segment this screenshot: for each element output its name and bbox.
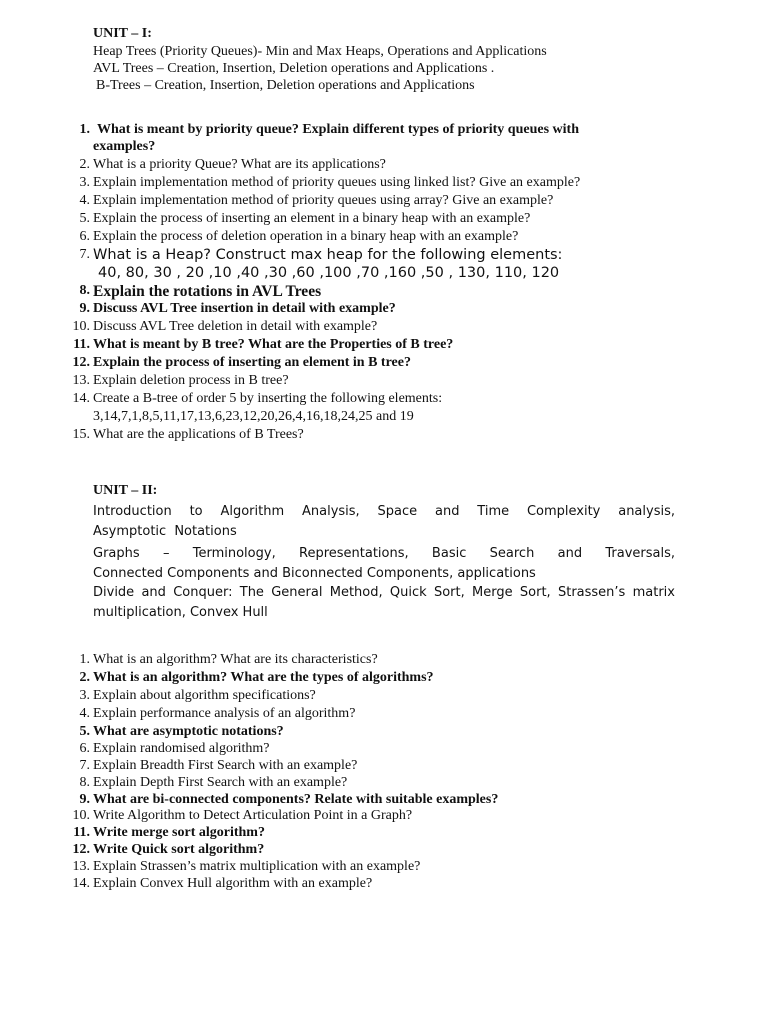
unit2-topic-convex: multiplication, Convex Hull <box>93 605 268 620</box>
item-text: Explain the process of inserting an element in B tree? <box>93 355 411 370</box>
item-number: 14. <box>72 876 90 891</box>
item-number: 6. <box>79 741 90 756</box>
item-number: 4. <box>79 706 90 721</box>
item-text: Explain randomised algorithm? <box>93 741 270 756</box>
item-text: What is a priority Queue? What are its applications? <box>93 157 386 172</box>
item-text: Explain deletion process in B tree? <box>93 373 289 388</box>
item-text: Explain the rotations in AVL Trees <box>93 283 322 300</box>
item-text: Explain performance analysis of an algorithm? <box>93 706 356 721</box>
item-number: 2. <box>79 670 90 685</box>
item-number: 13. <box>72 373 90 388</box>
item-number: 1. <box>79 122 90 137</box>
item-number: 5. <box>79 724 90 739</box>
item-number: 7. <box>79 247 90 262</box>
item-number: 8. <box>79 283 90 298</box>
item-number: 10. <box>72 319 90 334</box>
item-text: What are asymptotic notations? <box>93 724 284 739</box>
unit1-topic-btree: B-Trees – Creation, Insertion, Deletion operations and Applications <box>96 78 475 93</box>
item-text: Write merge sort algorithm? <box>93 825 265 840</box>
item-text: What are bi-connected components? Relate with suitable examples? <box>93 792 499 807</box>
unit1-topic-heap: Heap Trees (Priority Queues)- Min and Max Heaps, Operations and Applications <box>93 44 547 59</box>
item-number: 11. <box>73 337 90 352</box>
item-number: 8. <box>79 775 90 790</box>
item-number: 3. <box>79 688 90 703</box>
unit2-topic-divide: Divide and Conquer: The General Method, Quick Sort, Merge Sort, Strassen’s matrix <box>93 585 675 600</box>
heap-elements: 40, 80, 30 , 20 ,10 ,40 ,30 ,60 ,100 ,70 ,160 ,50 , 130, 110, 120 <box>98 265 560 281</box>
item-text: Discuss AVL Tree insertion in detail with example? <box>93 301 396 316</box>
item-number: 13. <box>72 859 90 874</box>
item-text: What are the applications of B Trees? <box>93 427 304 442</box>
item-number: 9. <box>79 792 90 807</box>
item-number: 10. <box>72 808 90 823</box>
unit2-topic-graphs: Graphs – Terminology, Representations, Basic Search and Traversals, <box>93 546 675 561</box>
item-text: What is a Heap? Construct max heap for the following elements: <box>93 247 563 263</box>
item-number: 6. <box>79 229 90 244</box>
item-text: What is meant by B tree? What are the Properties of B tree? <box>93 337 454 352</box>
item-text: Write Algorithm to Detect Articulation Point in a Graph? <box>93 808 413 823</box>
item-text: Explain Breadth First Search with an example? <box>93 758 358 773</box>
item-number: 15. <box>72 427 90 442</box>
item-number: 3. <box>79 175 90 190</box>
unit1-title: UNIT – I: <box>93 26 152 41</box>
item-text: Explain the process of deletion operation in a binary heap with an example? <box>93 229 519 244</box>
item-number: 5. <box>79 211 90 226</box>
item-text: What is an algorithm? What are its characteristics? <box>93 652 378 667</box>
item-text: Explain Depth First Search with an example? <box>93 775 348 790</box>
item-text: Discuss AVL Tree deletion in detail with example? <box>93 319 378 334</box>
item-number: 4. <box>79 193 90 208</box>
unit2-title: UNIT – II: <box>93 483 158 498</box>
item-number: 11. <box>73 825 90 840</box>
item-text-continued: examples? <box>93 139 156 154</box>
unit2-topic-asymptotic: Asymptotic Notations <box>93 524 237 539</box>
item-number: 2. <box>79 157 90 172</box>
item-number: 12. <box>72 842 90 857</box>
btree-elements: 3,14,7,1,8,5,11,17,13,6,23,12,20,26,4,16,18,24,25 and 19 <box>93 409 414 424</box>
item-text: What is meant by priority queue? Explain different types of priority queues with <box>97 122 579 137</box>
item-text: Explain the process of inserting an element in a binary heap with an example? <box>93 211 531 226</box>
item-text: Explain about algorithm specifications? <box>93 688 316 703</box>
item-text: Explain implementation method of priority queues using linked list? Give an example? <box>93 175 581 190</box>
item-number: 12. <box>72 355 90 370</box>
unit2-topic-components: Connected Components and Biconnected Components, applications <box>93 566 536 581</box>
item-text: Write Quick sort algorithm? <box>93 842 265 857</box>
item-text: Explain implementation method of priority queues using array? Give an example? <box>93 193 554 208</box>
item-text: Explain Convex Hull algorithm with an example? <box>93 876 373 891</box>
item-number: 14. <box>72 391 90 406</box>
unit2-topic-intro: Introduction to Algorithm Analysis, Space and Time Complexity analysis, <box>93 504 675 519</box>
item-number: 9. <box>79 301 90 316</box>
item-number: 7. <box>79 758 90 773</box>
item-number: 1. <box>79 652 90 667</box>
item-text: Create a B-tree of order 5 by inserting the following elements: <box>93 391 443 406</box>
unit1-topic-avl: AVL Trees – Creation, Insertion, Deletion operations and Applications . <box>93 61 495 76</box>
item-text: Explain Strassen’s matrix multiplication with an example? <box>93 859 421 874</box>
item-text: What is an algorithm? What are the types of algorithms? <box>93 670 434 685</box>
